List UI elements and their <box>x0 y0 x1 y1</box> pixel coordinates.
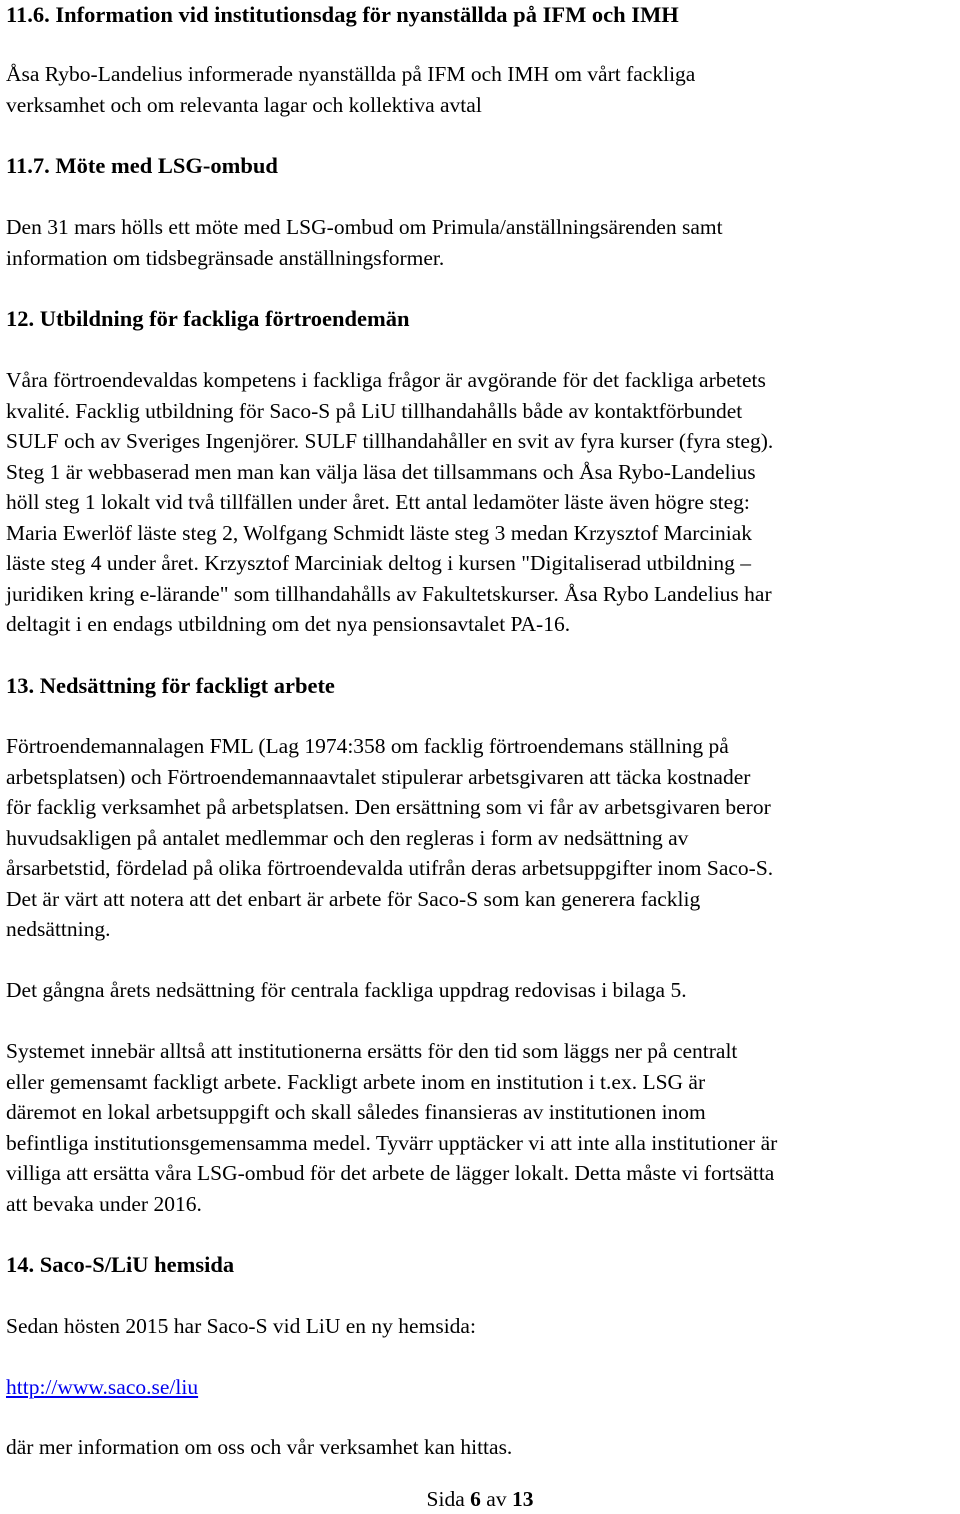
text-line: befintliga institutionsgemensamma medel. Tyvärr upptäcker vi att inte alla institutioner är <box>6 1130 778 1155</box>
text-line: Steg 1 är webbaserad men man kan välja läsa det tillsammans och Åsa Rybo-Landelius <box>6 459 756 484</box>
heading-13: 13. Nedsättning för fackligt arbete <box>6 673 335 698</box>
heading-11-7: 11.7. Möte med LSG-ombud <box>6 153 278 178</box>
page-total: 13 <box>511 1487 534 1511</box>
text-line: kvalité. Facklig utbildning för Saco-S på LiU tillhandahålls både av kontaktförbundet <box>6 398 743 423</box>
text-line: arbetsplatsen) och Förtroendemannaavtalet stipulerar arbetsgivaren att täcka kostnader <box>6 764 751 789</box>
text-line: Den 31 mars hölls ett möte med LSG-ombud om Primula/anställningsärenden samt <box>6 215 723 239</box>
heading-11-6: 11.6. Information vid institutionsdag för nyanställda på IFM och IMH <box>6 2 679 27</box>
text-line: där mer information om oss och vår verksamhet kan hittas. <box>6 1435 513 1459</box>
text-line: läste steg 4 under året. Krzysztof Marciniak deltog i kursen "Digitaliserad utbildning – <box>6 551 751 575</box>
paragraph-12 <box>6 365 773 640</box>
heading-14: 14. Saco-S/LiU hemsida <box>6 1252 235 1277</box>
paragraph-11-7 <box>6 212 723 273</box>
heading-12: 12. Utbildning för fackliga förtroendemän <box>6 306 410 331</box>
text-line: SULF och av Sveriges Ingenjörer. SULF tillhandahåller en svit av fyra kurser (fyra steg). <box>6 429 774 453</box>
text-line: nedsättning. <box>6 917 111 941</box>
saco-homepage-link[interactable]: http://www.saco.se/liu <box>6 1375 199 1399</box>
paragraph-13-1 <box>6 731 773 945</box>
text-line: juridiken kring e-lärande" som tillhandahålls av Fakultetskurser. Åsa Rybo Landelius har <box>6 581 772 606</box>
text-line: Förtroendemannalagen FML (Lag 1974:358 om facklig förtroendemans ställning på <box>6 734 729 758</box>
text-line: information om tidsbegränsade anställningsformer. <box>6 245 445 270</box>
text-line: villiga att ersätta våra LSG-ombud för det arbete de lägger lokalt. Detta måste vi fortsätta <box>6 1161 775 1185</box>
text-line: verksamhet och om relevanta lagar och kollektiva avtal <box>6 92 482 117</box>
text-line: deltagit i en endags utbildning om det nya pensionsavtalet PA-16. <box>6 612 571 636</box>
page-number-footer <box>0 1484 960 1514</box>
page-middle: av <box>486 1487 507 1511</box>
paragraph-14-intro <box>6 1311 476 1342</box>
text-line: Sedan hösten 2015 har Saco-S vid LiU en ny hemsida: <box>6 1314 476 1338</box>
text-line: årsarbetstid, fördelad på olika förtroendevalda utifrån deras arbetsuppgifter inom Saco-S. <box>6 856 774 880</box>
text-line: Det gångna årets nedsättning för centrala fackliga uppdrag redovisas i bilaga 5. <box>6 978 687 1002</box>
text-line: Åsa Rybo-Landelius informerade nyanställda på IFM och IMH om vårt fackliga <box>6 62 696 86</box>
paragraph-14-link <box>6 1372 198 1403</box>
paragraph-13-2 <box>6 975 687 1006</box>
text-line: huvudsakligen på antalet medlemmar och den regleras i form av nedsättning av <box>6 825 689 850</box>
paragraph-11-6 <box>6 59 695 120</box>
paragraph-14-outro <box>6 1432 512 1463</box>
text-line: Systemet innebär alltså att institutionerna ersätts för den tid som läggs ner på centralt <box>6 1039 738 1063</box>
text-line: Våra förtroendevaldas kompetens i fackliga frågor är avgörande för det fackliga arbetets <box>6 368 766 392</box>
text-line: däremot en lokal arbetsuppgift och skall således finansieras av institutionen inom <box>6 1100 706 1124</box>
text-line: för facklig verksamhet på arbetsplatsen. Den ersättning som vi får av arbetsgivaren beror <box>6 795 771 819</box>
text-line: att bevaka under 2016. <box>6 1191 202 1216</box>
text-line: Det är värt att notera att det enbart är arbete för Saco-S som kan generera facklig <box>6 886 701 911</box>
page-prefix: Sida <box>426 1487 465 1511</box>
text-line: Maria Ewerlöf läste steg 2, Wolfgang Schmidt läste steg 3 medan Krzysztof Marciniak <box>6 520 752 545</box>
page-current: 6 <box>470 1487 481 1511</box>
text-line: eller gemensamt fackligt arbete. Fackligt arbete inom en institution i t.ex. LSG är <box>6 1069 706 1094</box>
text-line: höll steg 1 lokalt vid två tillfällen under året. Ett antal ledamöter läste även högre steg: <box>6 490 750 514</box>
paragraph-13-3 <box>6 1036 777 1219</box>
